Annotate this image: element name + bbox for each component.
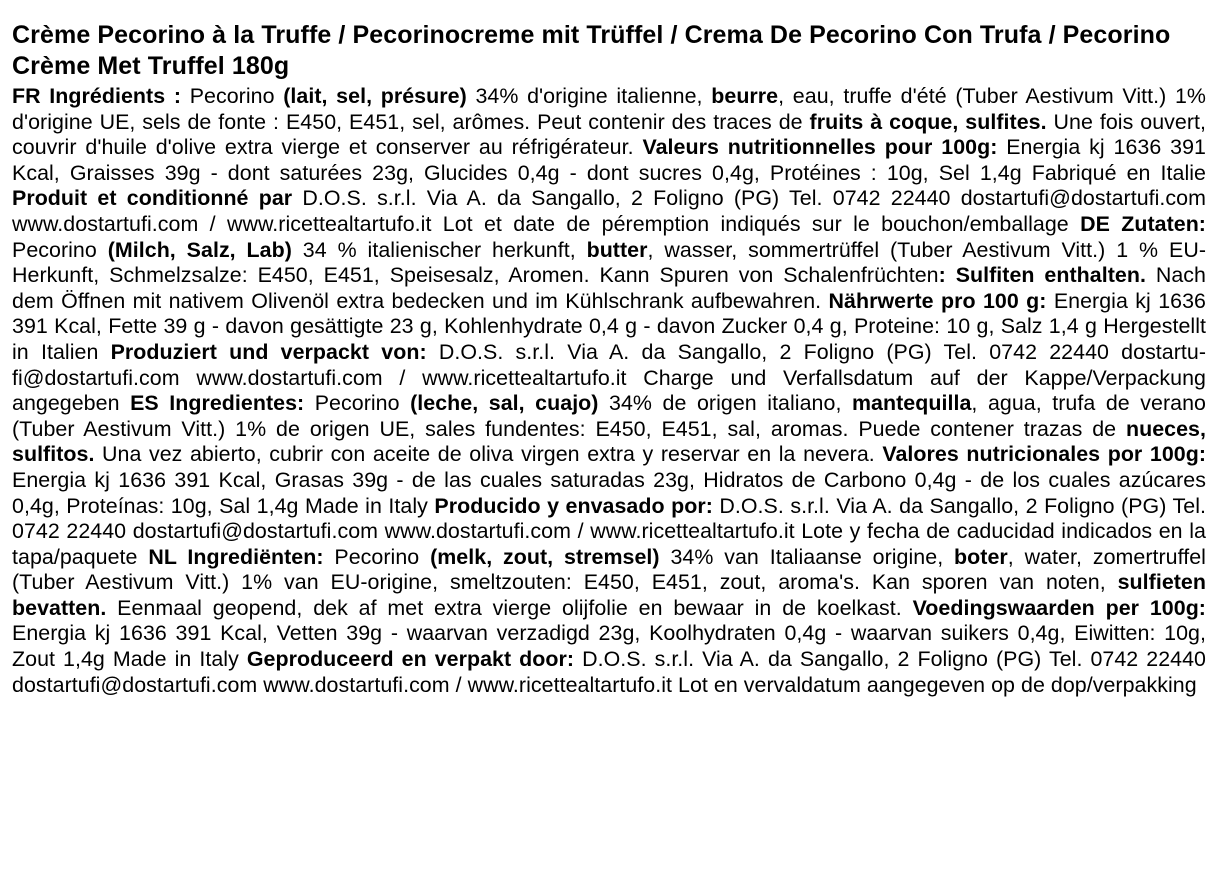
bold-text-segment: fruits à coque, sulfites.: [809, 109, 1047, 134]
bold-text-segment: (melk, zout, stremsel): [430, 544, 660, 569]
bold-text-segment: boter: [954, 544, 1008, 569]
text-segment: Energia kj 1636 391 Kcal, Grasas 39g - de las cuales saturadas 23g, Hidratos de Carbono 0,4g - de los cuales azúcares 0,4g, Proteínas: 10g, Sal 1,4g Made in Italy: [12, 467, 1206, 518]
bold-text-segment: Nährwerte pro 100 g:: [828, 288, 1047, 313]
bold-text-segment: (leche, sal, cuajo): [410, 391, 599, 416]
bold-text-segment: FR Ingrédients :: [12, 84, 182, 108]
text-segment: , wasser, sommertrüffel (Tuber Aestivum Vitt.) 1 % EU-Herkunft, Schmelzsalze: E450, E451, Speisesalz, Aromen. Kann Spuren von Schalenfrüchten: [12, 237, 1206, 288]
text-segment: , eau, truffe d'été (Tuber Aestivum Vitt.) 1% d'origine UE, sels de fonte : E450, E451, sel, arômes. Peut contenir des traces de: [12, 84, 1206, 134]
text-segment: 34% d'origine italienne,: [466, 84, 712, 108]
text-segment: 34 % italienischer herkunft,: [291, 237, 587, 262]
text-segment: Pecorino: [181, 84, 284, 108]
bold-text-segment: Valeurs nutritionnelles pour 100g:: [642, 135, 998, 160]
text-segment: Pecorino: [323, 544, 431, 569]
bold-text-segment: Voedingswaarden per 100g:: [912, 595, 1206, 620]
text-segment: D.O.S. s.r.l. Via A. da Sangallo, 2 Foligno (PG) Tel. 0742 22440 dostartufi@dostartufi.com www.dostartufi.com / www.ricettealtartufo.it Lot et date de péremption indiqués sur le bouchon/emballage: [12, 186, 1206, 236]
text-segment: Une fois ouvert, couvrir d'huile d'olive extra vierge et conserver au réfrigérateur.: [12, 109, 1206, 160]
bold-text-segment: (Milch, Salz, Lab): [107, 237, 292, 262]
ingredients-text: [12, 84, 1206, 698]
text-segment: Nach dem Öffnen mit nativem Olivenöl extra bedecken und im Kühlschrank aufbewahren.: [12, 263, 1206, 313]
bold-text-segment: nueces, sulfitos.: [12, 416, 1206, 467]
bold-text-segment: ES Ingredientes:: [130, 391, 305, 416]
bold-text-segment: Producido y envasado por:: [434, 493, 713, 518]
text-segment: Energia kj 1636 391 Kcal, Vetten 39g - waarvan verzadigd 23g, Koolhydraten 0,4g - waarvan suikers 0,4g, Eiwitten: 10g, Zout 1,4g Made in Italy: [12, 621, 1206, 672]
text-segment: Una vez abierto, cubrir con aceite de oliva virgen extra y reservar en la nevera.: [94, 442, 883, 467]
text-segment: Pecorino: [12, 237, 108, 262]
bold-text-segment: DE Zutaten:: [1080, 211, 1206, 236]
bold-text-segment: mantequilla: [851, 391, 972, 416]
bold-text-segment: NL Ingrediënten:: [148, 544, 324, 569]
text-segment: 34% de origen italiano,: [598, 391, 852, 416]
bold-text-segment: (lait, sel, présure): [283, 84, 467, 108]
text-segment: Eenmaal geopend, dek af met extra vierge olijfolie en bewaar in de koelkast.: [106, 595, 913, 620]
bold-text-segment: Produziert und verpackt von:: [110, 339, 427, 364]
bold-text-segment: : Sulfiten enthalten.: [938, 263, 1146, 288]
bold-text-segment: sulfieten bevatten.: [12, 570, 1206, 620]
bold-text-segment: Geproduceerd en verpakt door:: [246, 647, 575, 672]
text-segment: D.O.S. s.r.l. Via A. da Sangallo, 2 Foligno (PG) Tel. 0742 22440 dostartufi@dostartufi.com www.dostartufi.com / www.ricettealtartufo.it Lote y fecha de caducidad indicados en la tapa/paquete: [12, 493, 1207, 569]
text-segment: , water, zomertruffel (Tuber Aestivum Vitt.) 1% van EU-origine, smeltzouten: E450, E451, zout, aroma's. Kan sporen van noten,: [12, 544, 1206, 595]
bold-text-segment: butter: [586, 237, 648, 262]
text-segment: Pecorino: [304, 391, 411, 416]
bold-text-segment: Valores nutricionales por 100g:: [882, 442, 1206, 467]
text-segment: D.O.S. s.r.l. Via A. da Sangallo, 2 Foligno (PG) Tel. 0742 22440 dostartufi@dostartufi.com www.dostartufi.com / www.ricettealtartufo.it Lot en vervaldatum aangegeven op de dop/verpakking: [12, 647, 1206, 697]
bold-text-segment: beurre: [711, 84, 779, 108]
text-segment: Energia kj 1636 391 Kcal, Graisses 39g - dont saturées 23g, Glucides 0,4g - dont sucres 0,4g, Protéines : 10g, Sel 1,4g Fabriqué en Italie: [12, 135, 1206, 185]
text-segment: 34% van Italiaanse origine,: [659, 544, 955, 569]
text-segment: , agua, trufa de verano (Tuber Aestivum Vitt.) 1% de origen UE, sales fundentes: E450, E451, sal, aromas. Puede contener trazas de: [12, 391, 1206, 441]
text-segment: D.O.S. s.r.l. Via A. da Sangallo, 2 Foligno (PG) Tel. 0742 22440 dostartufi@dostartufi.com www.dostartufi.com / www.ricettealtartufo.it Charge und Verfallsdatum auf der Kappe/Verpackung angegeben: [12, 339, 1206, 416]
bold-text-segment: Produit et conditionné par: [12, 186, 293, 211]
text-segment: Energia kj 1636 391 Kcal, Fette 39 g - davon gesättigte 23 g, Kohlenhydrate 0,4 g - davon Zucker 0,4 g, Proteine: 10 g, Salz 1,4 g Hergestellt in Italien: [12, 288, 1206, 364]
product-title: Crème Pecorino à la Truffe / Pecorinocreme mit Trüffel / Crema De Pecorino Con Trufa / Pecorino Crème Met Truffel 180g: [12, 21, 1171, 80]
